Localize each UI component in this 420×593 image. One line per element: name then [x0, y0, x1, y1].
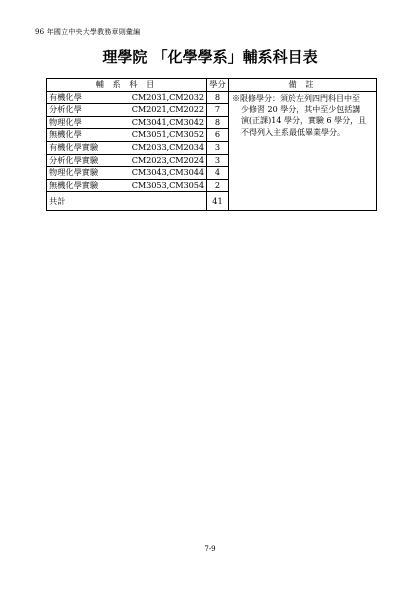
subject-cell — [47, 116, 207, 129]
header-note: 96 年國立中央大學教務章則彙編 — [35, 28, 141, 36]
subject-codes: CM2023,CM2024 — [131, 154, 204, 165]
credit-cell: 7 — [207, 104, 229, 117]
subject-name: 分析化學實驗 — [49, 154, 99, 165]
credit-cell: 2 — [207, 179, 229, 192]
remarks-line: 演(正課)14 學分，實驗 6 學分，且 — [241, 116, 367, 126]
subject-codes: CM3051,CM3052 — [131, 129, 204, 140]
remarks-line: ※限修學分：須於左列四門科目中至 — [232, 93, 360, 103]
subject-cell — [47, 104, 207, 117]
credit-cell: 6 — [207, 129, 229, 142]
header-credits: 學分 — [207, 79, 229, 92]
total-label: 共計 — [47, 192, 207, 211]
subject-codes: CM3041,CM3042 — [131, 116, 204, 127]
remarks-line: 少修習 20 學分，其中至少包括講 — [241, 105, 361, 114]
subject-codes: CM2021,CM2022 — [131, 104, 204, 115]
header-subjects: 輔 系 科 目 — [47, 79, 207, 92]
subject-table — [46, 78, 377, 211]
subject-cell — [47, 141, 207, 154]
subject-name: 分析化學 — [49, 104, 82, 115]
remarks-line: 不得列入主系最低畢業學分。 — [241, 127, 345, 137]
credit-cell: 4 — [207, 167, 229, 180]
table-row — [47, 91, 377, 104]
header-remarks: 備 註 — [229, 79, 377, 92]
credit-cell: 8 — [207, 91, 229, 104]
subject-cell — [47, 129, 207, 142]
subject-name: 物理化學實驗 — [49, 167, 99, 178]
subject-codes: CM2031,CM2032 — [131, 91, 204, 102]
page-title: 理學院 「化學學系」輔系科目表 — [102, 48, 318, 66]
subject-name: 物理化學 — [49, 116, 82, 127]
subject-name: 有機化學 — [49, 91, 82, 102]
subject-cell — [47, 179, 207, 192]
credit-cell: 3 — [207, 141, 229, 154]
subject-codes: CM3043,CM3044 — [131, 167, 204, 178]
subject-codes: CM2033,CM2034 — [131, 141, 204, 152]
table-header-row — [47, 79, 377, 92]
subject-name: 無機化學 — [49, 129, 82, 140]
total-credits: 41 — [207, 192, 229, 211]
subject-codes: CM3053,CM3054 — [131, 179, 204, 190]
subject-cell — [47, 91, 207, 104]
subject-name: 有機化學實驗 — [49, 141, 99, 152]
credit-cell: 8 — [207, 116, 229, 129]
subject-cell — [47, 167, 207, 180]
subject-name: 無機化學實驗 — [49, 179, 99, 190]
page-number: 7-9 — [204, 545, 216, 553]
remarks-cell — [229, 91, 377, 211]
credit-cell: 3 — [207, 154, 229, 167]
subject-cell — [47, 154, 207, 167]
